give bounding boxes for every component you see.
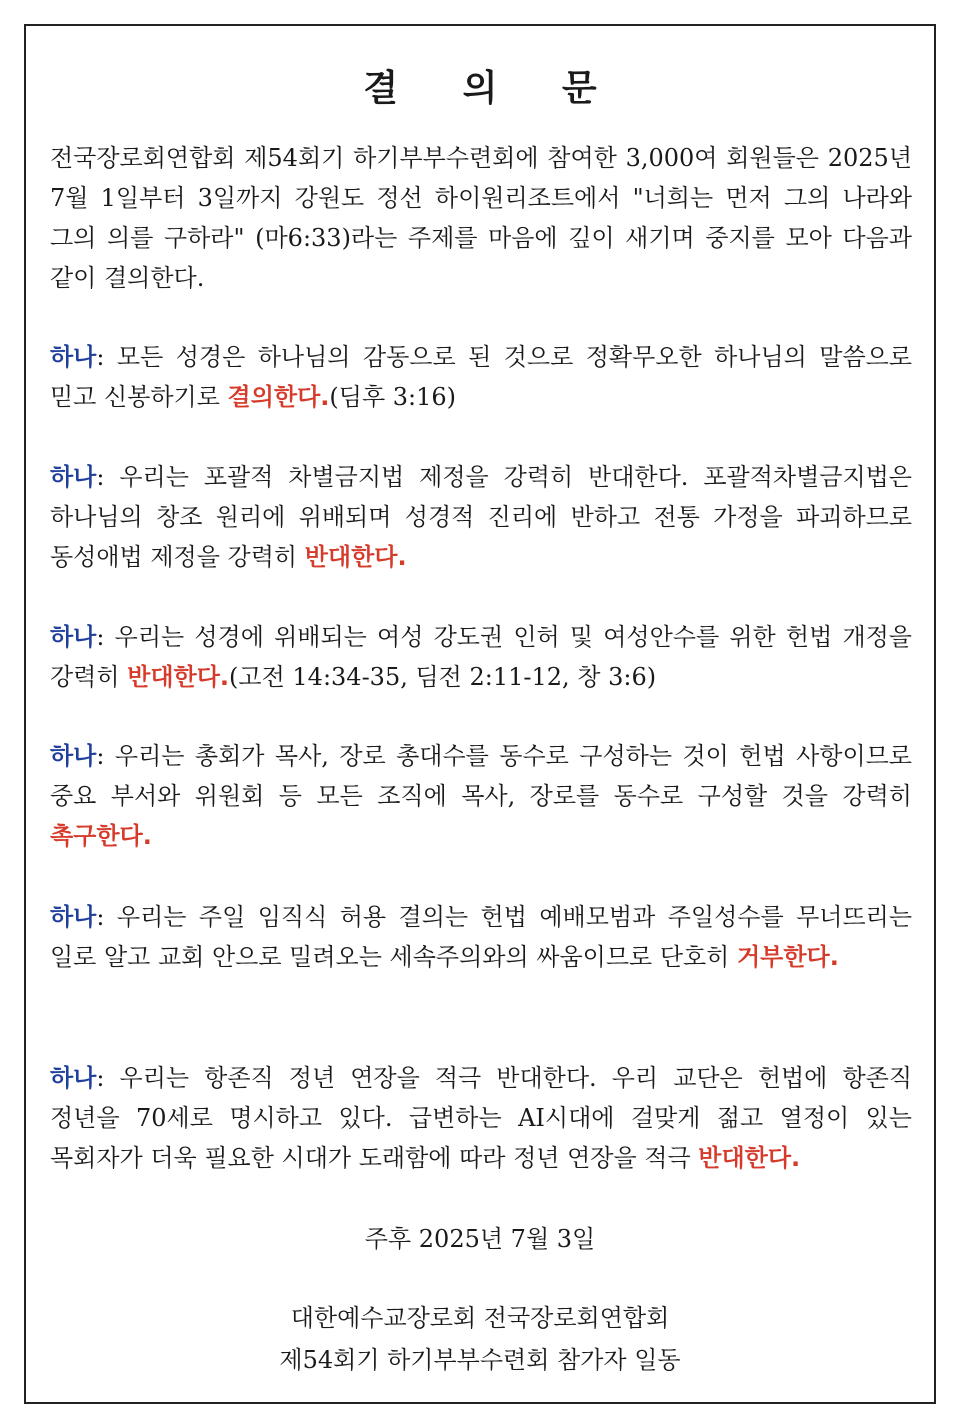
- resolution-label: 하나: [50, 463, 97, 491]
- signature-organization: 대한예수교장로회 전국장로회연합회: [290, 1304, 670, 1332]
- resolution-label: 하나: [50, 623, 97, 651]
- resolution-4: [50, 736, 912, 856]
- resolution-6: [50, 1058, 912, 1178]
- resolution-text: : 모든 성경은 하나님의 감동으로 된 것으로 정확무오한 하나님의 말씀으로 믿고 신봉하기로: [50, 343, 912, 411]
- resolution-text: : 우리는 성경에 위배되는 여성 강도권 인허 및 여성안수를 위한 헌법 개정을 강력히: [50, 623, 912, 691]
- resolution-text: : 우리는 총회가 목사, 장로 총대수를 동수로 구성하는 것이 헌법 사항이므로 중요 부서와 위원회 등 모든 조직에 목사, 장로를 동수로 구성할 것을 강력히: [50, 742, 912, 810]
- resolution-emphasis: 반대한다.: [304, 543, 407, 571]
- resolution-emphasis: 반대한다.: [127, 663, 230, 691]
- resolution-label: 하나: [50, 903, 97, 931]
- document-date: 주후 2025년 7월 3일: [364, 1225, 596, 1253]
- resolution-citation: (고전 14:34-35, 딤전 2:11-12, 창 3:6): [229, 663, 657, 691]
- resolution-citation: (딤후 3:16): [329, 383, 457, 411]
- resolution-label: 하나: [50, 1064, 97, 1092]
- resolution-label: 하나: [50, 742, 97, 770]
- resolution-text: : 우리는 주일 임직식 허용 결의는 헌법 예배모범과 주일성수를 무너뜨리는 일로 알고 교회 안으로 밀려오는 세속주의와의 싸움이므로 단호히: [50, 903, 912, 971]
- resolution-2: [50, 457, 912, 577]
- resolution-3: [50, 617, 912, 697]
- resolution-emphasis: 촉구한다.: [50, 822, 152, 850]
- resolution-label: 하나: [50, 343, 97, 371]
- signature-participants: 제54회기 하기부부수련회 참가자 일동: [279, 1346, 681, 1374]
- resolution-emphasis: 거부한다.: [737, 943, 839, 971]
- resolution-text: : 우리는 항존직 정년 연장을 적극 반대한다. 우리 교단은 헌법에 항존직 정년을 70세로 명시하고 있다. 급변하는 AI시대에 걸맞게 젊고 열정이 있는 목회자가 더욱 필요한 시대가 도래함에 따라 정년 연장을 적극: [50, 1064, 912, 1172]
- resolution-5: [50, 897, 912, 977]
- intro-paragraph: 전국장로회연합회 제54회기 하기부부수련회에 참여한 3,000여 회원들은 2025년 7월 1일부터 3일까지 강원도 정선 하이원리조트에서 "너희는 먼저 그의 나라와 그의 의를 구하라" (마6:33)라는 주제를 마음에 깊이 새기며 중지를 모아 다음과 같이 결의한다.: [50, 144, 912, 292]
- resolution-1: [50, 337, 912, 417]
- resolution-emphasis: 반대한다.: [698, 1144, 801, 1172]
- document-title: 결 의 문: [363, 68, 623, 109]
- resolution-emphasis: 결의한다.: [227, 383, 330, 411]
- resolution-text: : 우리는 포괄적 차별금지법 제정을 강력히 반대한다. 포괄적차별금지법은 하나님의 창조 원리에 위배되며 성경적 진리에 반하고 전통 가정을 파괴하므로 동성애법 제정을 강력히: [50, 463, 912, 571]
